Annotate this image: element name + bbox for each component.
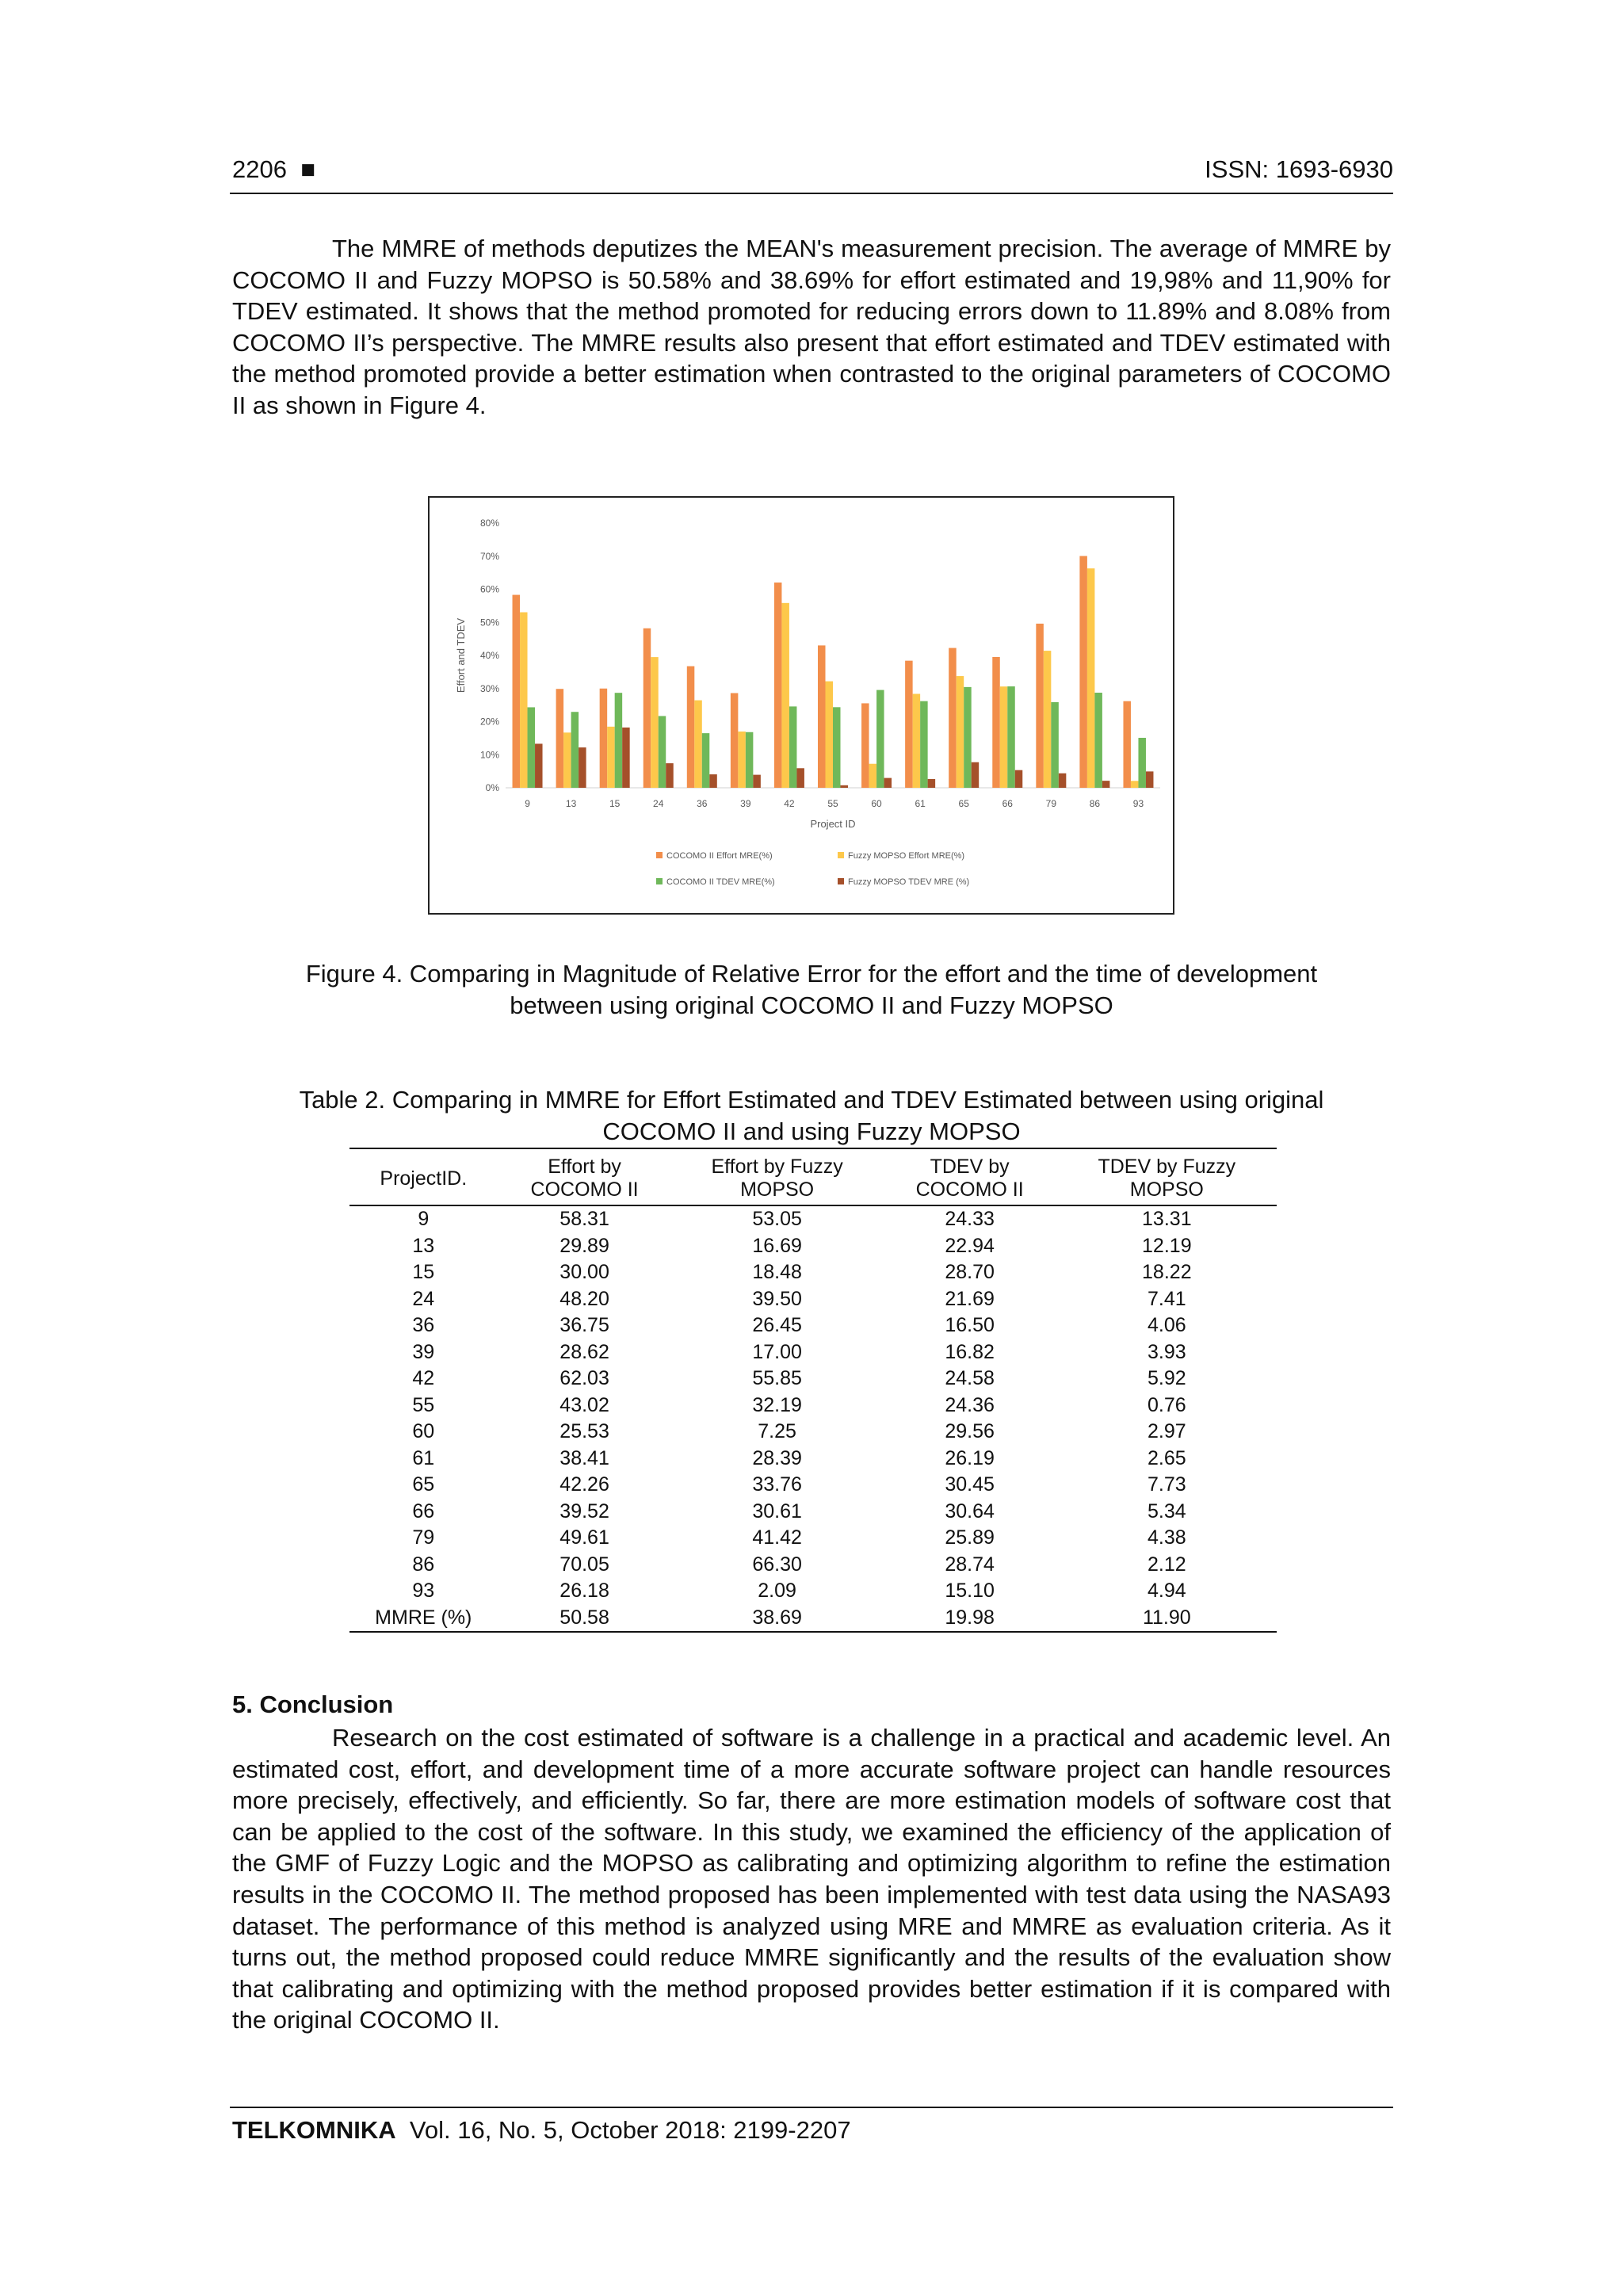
figure-caption-line2: between using original COCOMO II and Fuzzy MOPSO [510, 991, 1113, 1019]
table-cell: 41.42 [752, 1526, 802, 1549]
x-tick-label: 65 [958, 798, 969, 809]
table-cell: 15 [412, 1261, 435, 1283]
bar-3-66 [1015, 770, 1023, 788]
x-tick-label: 13 [565, 798, 577, 809]
table-header-1 [498, 1148, 672, 1205]
x-tick-label: 42 [784, 798, 795, 809]
bar-1-60 [869, 764, 877, 788]
table-cell: 25.89 [945, 1526, 995, 1549]
table-cell: 61 [412, 1446, 435, 1469]
bar-2-61 [920, 701, 928, 788]
table-cell: 43.02 [559, 1393, 609, 1416]
table-header-line: COCOMO II [530, 1179, 639, 1201]
table-header-line: TDEV by Fuzzy [1098, 1156, 1236, 1178]
y-tick-label: 40% [479, 650, 499, 661]
legend-swatch [656, 878, 663, 884]
mre-bar-chart [430, 498, 1173, 913]
legend-swatch [838, 878, 844, 884]
bar-1-13 [563, 732, 571, 788]
table-cell: 7.41 [1147, 1287, 1186, 1310]
conclusion-heading: 5. Conclusion [232, 1690, 394, 1718]
bar-0-60 [861, 703, 869, 788]
x-tick-label: 66 [1002, 798, 1013, 809]
bar-3-86 [1102, 781, 1110, 788]
table-cell: 24.33 [945, 1208, 995, 1230]
x-tick-label: 86 [1089, 798, 1101, 809]
bar-0-65 [949, 648, 957, 788]
bar-0-61 [905, 661, 913, 788]
table-cell: 24.58 [945, 1367, 995, 1389]
table-cell: 26.19 [945, 1446, 995, 1469]
bar-1-86 [1087, 568, 1095, 788]
bar-1-9 [520, 613, 528, 788]
bar-0-42 [774, 583, 782, 788]
table-cell: 48.20 [559, 1287, 609, 1310]
table-cell: 4.06 [1147, 1314, 1186, 1336]
issn: ISSN: 1693-6930 [1205, 155, 1393, 183]
table-row [349, 1499, 1277, 1526]
page-number: 2206 ■ [232, 155, 315, 183]
table-cell: 13 [412, 1234, 435, 1257]
bar-3-9 [535, 743, 543, 788]
journal-name: TELKOMNIKA [232, 2116, 396, 2144]
table-row [349, 1446, 1277, 1473]
table-cell: 7.73 [1147, 1473, 1186, 1496]
table-cell: 24.36 [945, 1393, 995, 1416]
table-cell: 70.05 [559, 1553, 609, 1576]
table-cell: 16.50 [945, 1314, 995, 1336]
x-tick-label: 55 [827, 798, 838, 809]
table-row [349, 1472, 1277, 1499]
table-caption-line2: COCOMO II and using Fuzzy MOPSO [602, 1117, 1021, 1145]
bar-1-93 [1131, 781, 1139, 788]
table-cell: 38.69 [672, 1605, 883, 1633]
table-cell: 21.69 [945, 1287, 995, 1310]
table-cell: 16.82 [945, 1340, 995, 1363]
bar-2-66 [1007, 686, 1015, 788]
bar-2-65 [964, 687, 972, 788]
header-rule [230, 193, 1393, 194]
table-cell: 50.58 [498, 1605, 672, 1633]
bar-1-65 [957, 676, 964, 788]
y-tick-label: 50% [479, 617, 499, 628]
x-axis-label: Project ID [810, 818, 856, 830]
journal-citation: Vol. 16, No. 5, October 2018: 2199-2207 [409, 2116, 851, 2144]
bar-2-13 [571, 712, 579, 788]
bar-2-15 [615, 693, 623, 788]
x-tick-label: 15 [609, 798, 621, 809]
table-cell: 26.18 [559, 1580, 609, 1602]
table-cell: 7.25 [758, 1420, 796, 1442]
bar-3-15 [622, 728, 630, 788]
table-cell: 5.34 [1147, 1499, 1186, 1522]
bar-0-66 [992, 657, 1000, 788]
figure-caption [232, 958, 1391, 1022]
bar-2-39 [746, 732, 754, 788]
bar-0-79 [1036, 624, 1044, 788]
table-cell: 42.26 [559, 1473, 609, 1496]
table-cell: 38.41 [559, 1446, 609, 1469]
bar-0-13 [556, 689, 564, 788]
table-cell: 17.00 [752, 1340, 802, 1363]
table-cell: 86 [412, 1553, 435, 1576]
y-tick-label: 20% [479, 716, 499, 728]
bar-1-61 [913, 693, 921, 788]
table-cell: 55 [412, 1393, 435, 1416]
bar-0-15 [600, 689, 608, 788]
x-tick-label: 39 [740, 798, 751, 809]
table-header-4 [1057, 1148, 1277, 1205]
table-cell: 11.90 [1057, 1605, 1277, 1633]
table-row [349, 1233, 1277, 1260]
table-row [349, 1578, 1277, 1605]
bar-2-79 [1051, 702, 1059, 788]
table-cell: 4.94 [1147, 1580, 1186, 1602]
figure-4 [428, 496, 1174, 915]
table-cell: 19.98 [883, 1605, 1057, 1633]
table-row [349, 1259, 1277, 1286]
table-cell: 2.12 [1147, 1553, 1186, 1576]
table-caption-line1: Table 2. Comparing in MMRE for Effort Estimated and TDEV Estimated between using original [299, 1086, 1324, 1114]
bar-2-60 [876, 690, 884, 788]
table-cell: 65 [412, 1473, 435, 1496]
table-cell: 28.62 [559, 1340, 609, 1363]
bar-0-93 [1123, 701, 1131, 788]
table-cell: 18.22 [1142, 1261, 1192, 1283]
conclusion-paragraph: Research on the cost estimated of software is a challenge in a practical and academic level. An estimated cost, effort, and development time of a more accurate software project can handle resources more precisely, effectively, and efficiently. So far, there are more estimation models of software cost that can be applied to the cost of the software. In this study, we examined the efficiency of the application of the GMF of Fuzzy Logic and the MOPSO as calibrating and optimizing algorithm to refine the estimation results in the COCOMO II. The method proposed has been implemented with test data using the NASA93 dataset. The performance of this method is analyzed using MRE and MMRE as evaluation criteria. As it turns out, the method proposed could reduce MMRE significantly and the results of the evaluation show that calibrating and optimizing with the method proposed provides better estimation if it is compared with the original COCOMO II. [232, 1724, 1391, 2034]
table-row [349, 1286, 1277, 1313]
table-row [349, 1366, 1277, 1392]
table-header-line: MOPSO [1129, 1179, 1204, 1201]
bar-1-79 [1044, 651, 1052, 788]
bar-2-24 [659, 716, 666, 788]
table-header-3 [883, 1148, 1057, 1205]
y-tick-label: 60% [479, 583, 499, 595]
bar-1-36 [694, 701, 702, 788]
x-tick-label: 61 [915, 798, 926, 809]
table-cell: 42 [412, 1367, 435, 1389]
y-tick-label: 70% [479, 550, 499, 562]
table-cell: 2.65 [1147, 1446, 1186, 1469]
table-cell: 12.19 [1142, 1234, 1192, 1257]
table-cell: 30.64 [945, 1499, 995, 1522]
table-cell: 9 [418, 1208, 430, 1230]
table-cell: 15.10 [945, 1580, 995, 1602]
table-row [349, 1339, 1277, 1366]
bar-3-39 [753, 775, 761, 788]
y-tick-label: 0% [485, 782, 499, 793]
table-cell: 28.70 [945, 1261, 995, 1283]
intro-paragraph: The MMRE of methods deputizes the MEAN's measurement precision. The average of MMRE by COCOMO II and Fuzzy MOPSO is 50.58% and 38.69% for effort estimated and 19,98% and 11,90% for TDEV estimated. It shows that the method promoted for reducing errors down to 11.89% and 8.08% from COCOMO II’s perspective. The MMRE results also present that effort estimated and TDEV estimated with the method promoted provide a better estimation when contrasted to the original parameters of COCOMO II as shown in Figure 4. [232, 235, 1391, 419]
table-cell: 18.48 [752, 1261, 802, 1283]
table-cell: 49.61 [559, 1526, 609, 1549]
table-row [349, 1525, 1277, 1552]
x-tick-label: 9 [525, 798, 530, 809]
table-cell: 55.85 [752, 1367, 802, 1389]
bar-0-36 [687, 667, 695, 788]
x-tick-label: 93 [1132, 798, 1144, 809]
bar-2-9 [528, 707, 536, 788]
table-cell: 4.38 [1147, 1526, 1186, 1549]
table-cell: 29.89 [559, 1234, 609, 1257]
table-cell: 13.31 [1142, 1208, 1192, 1230]
table-cell: 24 [412, 1287, 435, 1310]
bar-3-24 [666, 763, 674, 788]
footer-rule [230, 2107, 1393, 2108]
x-tick-label: 36 [697, 798, 708, 809]
table-cell: 2.09 [758, 1580, 796, 1602]
table-cell: 36.75 [559, 1314, 609, 1336]
bar-2-36 [702, 733, 710, 788]
footer [232, 2116, 851, 2145]
table-cell: 3.93 [1147, 1340, 1186, 1363]
bar-3-65 [972, 762, 980, 788]
table-cell: 30.61 [752, 1499, 802, 1522]
table-cell: 28.39 [752, 1446, 802, 1469]
figure-caption-line1: Figure 4. Comparing in Magnitude of Relative Error for the effort and the time of development [305, 960, 1318, 988]
table-header-line: TDEV by [930, 1156, 1010, 1178]
table-cell: 36 [412, 1314, 435, 1336]
bar-0-9 [513, 595, 521, 788]
table-cell: 29.56 [945, 1420, 995, 1442]
bar-0-39 [731, 693, 739, 788]
x-tick-label: 60 [871, 798, 882, 809]
bar-3-60 [884, 778, 892, 788]
table-cell: 66 [412, 1499, 435, 1522]
legend-label: Fuzzy MOPSO Effort MRE(%) [848, 851, 965, 861]
table-cell: 53.05 [752, 1208, 802, 1230]
table-cell: 2.97 [1147, 1420, 1186, 1442]
table-cell: 66.30 [752, 1553, 802, 1576]
table-cell: 39.52 [559, 1499, 609, 1522]
y-tick-label: 30% [479, 682, 499, 694]
table-header-line: COCOMO II [915, 1179, 1024, 1201]
table-cell: 93 [412, 1580, 435, 1602]
y-axis-label: Effort and TDEV [455, 617, 467, 693]
y-tick-label: 80% [479, 518, 499, 529]
bar-3-61 [928, 779, 936, 788]
table-cell: 32.19 [752, 1393, 802, 1416]
bar-2-93 [1138, 738, 1146, 788]
bar-3-13 [579, 747, 586, 788]
table-header-line: MOPSO [740, 1179, 815, 1201]
table-row [349, 1392, 1277, 1419]
table-cell: 5.92 [1147, 1367, 1186, 1389]
table-row [349, 1605, 1277, 1633]
bar-3-93 [1146, 771, 1154, 788]
page-marker: ■ [300, 155, 315, 183]
table-cell: 25.53 [559, 1420, 609, 1442]
table-cell: 79 [412, 1526, 435, 1549]
mmre-table [349, 1148, 1277, 1633]
table-cell: 60 [412, 1420, 435, 1442]
bar-2-86 [1094, 693, 1102, 788]
bar-1-55 [826, 682, 834, 788]
bar-1-66 [1000, 686, 1008, 788]
table-cell: 26.45 [752, 1314, 802, 1336]
table-cell: 16.69 [752, 1234, 802, 1257]
bar-1-15 [607, 727, 615, 788]
bar-0-24 [643, 628, 651, 788]
table-cell: 33.76 [752, 1473, 802, 1496]
table-row [349, 1312, 1277, 1339]
y-tick-label: 10% [479, 749, 499, 761]
legend-swatch [656, 852, 663, 858]
table-cell: 39.50 [752, 1287, 802, 1310]
bar-1-42 [781, 603, 789, 788]
table-cell: 30.00 [559, 1261, 609, 1283]
legend-label: COCOMO II Effort MRE(%) [666, 851, 773, 861]
table-caption [232, 1084, 1391, 1148]
bar-0-55 [818, 645, 826, 788]
x-tick-label: 79 [1045, 798, 1057, 809]
bar-1-24 [651, 657, 659, 788]
bar-3-36 [709, 774, 717, 788]
table-cell: 62.03 [559, 1367, 609, 1389]
table-row [349, 1552, 1277, 1579]
table-cell: 22.94 [945, 1234, 995, 1257]
bar-3-42 [796, 768, 804, 788]
table-row [349, 1419, 1277, 1446]
table-header-2 [672, 1148, 883, 1205]
bar-3-55 [841, 785, 849, 788]
legend-swatch [838, 852, 844, 858]
bar-1-39 [738, 732, 746, 788]
table-cell: 39 [412, 1340, 435, 1363]
table-header-row [349, 1148, 1277, 1205]
table-header-0 [349, 1148, 498, 1205]
bar-0-86 [1079, 556, 1087, 788]
table-header-line: Effort by [548, 1156, 621, 1178]
legend-label: COCOMO II TDEV MRE(%) [666, 877, 775, 887]
legend-label: Fuzzy MOPSO TDEV MRE (%) [848, 877, 970, 887]
table-cell: 30.45 [945, 1473, 995, 1496]
table-cell: 0.76 [1147, 1393, 1186, 1416]
table-cell: 28.74 [945, 1553, 995, 1576]
table-cell: MMRE (%) [349, 1605, 498, 1633]
bar-2-42 [789, 706, 797, 788]
table-cell: 58.31 [559, 1208, 609, 1230]
bar-3-79 [1059, 774, 1067, 788]
table-header-line: Effort by Fuzzy [711, 1156, 843, 1178]
x-tick-label: 24 [653, 798, 664, 809]
bar-2-55 [833, 707, 841, 788]
table-row [349, 1205, 1277, 1233]
table-header-line: ProjectID. [380, 1167, 468, 1190]
